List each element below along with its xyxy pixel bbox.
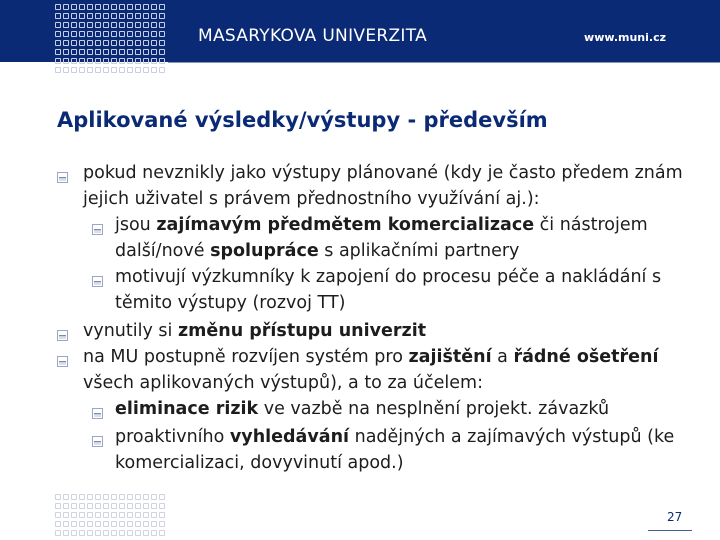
pattern-dot xyxy=(71,530,77,536)
pattern-dot xyxy=(159,22,165,28)
pattern-dot xyxy=(63,31,69,37)
pattern-dot xyxy=(87,40,93,46)
bullet-text: a xyxy=(491,347,514,367)
pattern-dot xyxy=(151,31,157,37)
pattern-dot xyxy=(151,67,157,73)
bullet-item xyxy=(83,318,693,344)
pattern-dot xyxy=(55,40,61,46)
pattern-dot xyxy=(159,512,165,518)
pattern-dot xyxy=(135,530,141,536)
pattern-dot xyxy=(111,67,117,73)
pattern-dot xyxy=(71,503,77,509)
pattern-dot xyxy=(87,31,93,37)
bullet-text: ve vazbě na nesplnění projekt. závazků xyxy=(258,399,610,419)
pattern-dot xyxy=(55,49,61,55)
pattern-dot xyxy=(71,58,77,64)
pattern-dot xyxy=(143,22,149,28)
pattern-dot xyxy=(111,530,117,536)
pattern-dot xyxy=(79,40,85,46)
pattern-dot xyxy=(127,58,133,64)
pattern-dot xyxy=(79,4,85,10)
bullet-icon xyxy=(57,326,68,337)
pattern-dot xyxy=(159,13,165,19)
pattern-dot xyxy=(143,521,149,527)
pattern-dot xyxy=(79,31,85,37)
pattern-dot xyxy=(87,503,93,509)
sub-bullet-item xyxy=(115,424,705,476)
pattern-dot xyxy=(79,494,85,500)
pattern-dot xyxy=(63,512,69,518)
pattern-dot xyxy=(143,31,149,37)
university-website: www.muni.cz xyxy=(584,31,666,44)
emphasis-text: změnu přístupu univerzit xyxy=(177,321,427,341)
pattern-dot xyxy=(119,530,125,536)
pattern-dot xyxy=(87,4,93,10)
pattern-dot xyxy=(143,530,149,536)
pattern-dot xyxy=(103,530,109,536)
pattern-dot xyxy=(87,521,93,527)
footer-dot-pattern xyxy=(48,493,168,540)
bullet-text: pokud nevznikly jako výstupy plánované (kdy je často předem xyxy=(83,163,629,183)
pattern-dot xyxy=(127,13,133,19)
pattern-dot xyxy=(71,31,77,37)
pattern-dot xyxy=(95,40,101,46)
pattern-dot xyxy=(55,13,61,19)
bullet-text: na MU postupně rozvíjen systém pro xyxy=(83,347,409,367)
bullet-text: všech aplikovaných výstupů), a to za účelem: xyxy=(83,373,483,393)
pattern-dot xyxy=(55,530,61,536)
pattern-dot xyxy=(103,49,109,55)
pattern-dot xyxy=(151,503,157,509)
bullet-icon xyxy=(57,168,68,179)
pattern-dot xyxy=(159,530,165,536)
bullet-icon xyxy=(92,220,103,231)
pattern-dot xyxy=(119,22,125,28)
bullet-text: nadějných a zajímavých výstupů (ke komercializaci, dovyvinutí apod.) xyxy=(115,427,675,473)
pattern-dot xyxy=(87,13,93,19)
pattern-dot xyxy=(79,13,85,19)
pattern-dot xyxy=(103,4,109,10)
pattern-dot xyxy=(119,31,125,37)
pattern-dot xyxy=(95,67,101,73)
pattern-dot xyxy=(79,49,85,55)
pattern-dot xyxy=(79,521,85,527)
pattern-dot xyxy=(63,40,69,46)
bullet-text: či nástrojem další/nové xyxy=(115,215,648,261)
pattern-dot xyxy=(151,521,157,527)
pattern-dot xyxy=(119,494,125,500)
sub-bullet-item xyxy=(115,212,705,264)
bullet-text: vynutily si xyxy=(83,321,178,341)
pattern-dot xyxy=(111,31,117,37)
pattern-dot xyxy=(95,49,101,55)
pattern-dot xyxy=(95,530,101,536)
pattern-dot xyxy=(95,13,101,19)
pattern-dot xyxy=(127,503,133,509)
pattern-dot xyxy=(87,494,93,500)
pattern-dot xyxy=(143,503,149,509)
pattern-dot xyxy=(55,521,61,527)
pattern-dot xyxy=(119,58,125,64)
bullet-icon xyxy=(92,404,103,415)
pattern-dot xyxy=(111,4,117,10)
pattern-dot xyxy=(103,503,109,509)
pattern-dot xyxy=(71,49,77,55)
pattern-dot xyxy=(111,13,117,19)
pattern-dot xyxy=(79,58,85,64)
pattern-dot xyxy=(151,13,157,19)
pattern-dot xyxy=(159,503,165,509)
bullet-item xyxy=(83,160,693,212)
pattern-dot xyxy=(87,49,93,55)
pattern-dot xyxy=(143,4,149,10)
pattern-dot xyxy=(111,58,117,64)
pattern-dot xyxy=(95,31,101,37)
pattern-dot xyxy=(159,521,165,527)
pattern-dot xyxy=(103,40,109,46)
pattern-dot xyxy=(143,494,149,500)
pattern-dot xyxy=(135,4,141,10)
pattern-dot xyxy=(135,49,141,55)
pattern-dot xyxy=(127,31,133,37)
pattern-dot xyxy=(71,22,77,28)
pattern-dot xyxy=(111,494,117,500)
pattern-dot xyxy=(63,503,69,509)
pattern-dot xyxy=(119,49,125,55)
bullet-icon xyxy=(92,272,103,283)
pattern-dot xyxy=(127,67,133,73)
pattern-dot xyxy=(103,31,109,37)
emphasis-text: eliminace rizik xyxy=(115,399,259,419)
pattern-dot xyxy=(159,40,165,46)
emphasis-text: zajištění xyxy=(408,347,492,367)
emphasis-text: řádné ošetření xyxy=(513,347,659,367)
pattern-dot xyxy=(71,67,77,73)
pattern-dot xyxy=(151,58,157,64)
pattern-dot xyxy=(111,40,117,46)
pattern-dot xyxy=(159,67,165,73)
bullet-text: proaktivního xyxy=(115,427,230,447)
pattern-dot xyxy=(87,530,93,536)
pattern-dot xyxy=(79,503,85,509)
pattern-dot xyxy=(151,22,157,28)
pattern-dot xyxy=(111,512,117,518)
pattern-dot xyxy=(55,22,61,28)
pattern-dot xyxy=(63,67,69,73)
pattern-dot xyxy=(119,67,125,73)
pattern-dot xyxy=(143,40,149,46)
sub-bullet-item xyxy=(115,264,705,316)
slide-header xyxy=(0,0,720,77)
pattern-dot xyxy=(95,4,101,10)
pattern-dot xyxy=(95,22,101,28)
pattern-dot xyxy=(151,494,157,500)
emphasis-text: vyhledávání xyxy=(229,427,350,447)
pattern-dot xyxy=(119,503,125,509)
pattern-dot xyxy=(79,530,85,536)
pattern-dot xyxy=(111,503,117,509)
pattern-dot xyxy=(103,512,109,518)
pattern-dot xyxy=(127,494,133,500)
pattern-dot xyxy=(79,512,85,518)
header-rule xyxy=(168,62,720,63)
pattern-dot xyxy=(127,22,133,28)
pattern-dot xyxy=(55,31,61,37)
pattern-dot xyxy=(135,22,141,28)
pattern-dot xyxy=(87,67,93,73)
pattern-dot xyxy=(63,521,69,527)
pattern-dot xyxy=(55,58,61,64)
pattern-dot xyxy=(119,13,125,19)
pattern-dot xyxy=(95,58,101,64)
pattern-dot xyxy=(95,494,101,500)
pattern-dot xyxy=(71,521,77,527)
pattern-dot xyxy=(151,530,157,536)
pattern-dot xyxy=(143,67,149,73)
pattern-dot xyxy=(151,40,157,46)
pattern-dot xyxy=(63,49,69,55)
bullet-text: znám jejich uživatel s právem přednostního využívání aj.): xyxy=(83,163,683,209)
pattern-dot xyxy=(135,503,141,509)
bullet-icon xyxy=(92,432,103,443)
pattern-dot xyxy=(127,512,133,518)
pattern-dot xyxy=(63,22,69,28)
pattern-dot xyxy=(95,512,101,518)
bullet-icon xyxy=(57,352,68,363)
pattern-dot xyxy=(135,58,141,64)
pattern-dot xyxy=(127,4,133,10)
pattern-dot xyxy=(103,494,109,500)
pattern-dot xyxy=(159,494,165,500)
pattern-dot xyxy=(95,521,101,527)
pattern-dot xyxy=(63,530,69,536)
bullet-text: jsou xyxy=(115,215,157,235)
emphasis-text: spolupráce xyxy=(210,241,319,261)
pattern-dot xyxy=(55,503,61,509)
pattern-dot xyxy=(151,4,157,10)
bullet-text: motivují výzkumníky k zapojení do procesu péče a nakládání s těmito výstupy (rozvoj TT) xyxy=(115,267,662,313)
pattern-dot xyxy=(71,512,77,518)
pattern-dot xyxy=(127,49,133,55)
pattern-dot xyxy=(135,13,141,19)
pattern-dot xyxy=(135,521,141,527)
pattern-dot xyxy=(159,49,165,55)
pattern-dot xyxy=(135,40,141,46)
pattern-dot xyxy=(151,49,157,55)
pattern-dot xyxy=(103,22,109,28)
pattern-dot xyxy=(103,521,109,527)
pattern-dot xyxy=(143,58,149,64)
pattern-dot xyxy=(103,67,109,73)
pattern-dot xyxy=(71,494,77,500)
pattern-dot xyxy=(111,521,117,527)
pattern-dot xyxy=(55,512,61,518)
pattern-dot xyxy=(103,13,109,19)
emphasis-text: zajímavým předmětem komercializace xyxy=(156,215,535,235)
pattern-dot xyxy=(119,4,125,10)
sub-bullet-item xyxy=(115,396,705,422)
pattern-dot xyxy=(55,494,61,500)
pattern-dot xyxy=(63,13,69,19)
pattern-dot xyxy=(159,4,165,10)
pattern-dot xyxy=(79,67,85,73)
pattern-dot xyxy=(127,521,133,527)
pattern-dot xyxy=(87,512,93,518)
pattern-dot xyxy=(55,4,61,10)
pattern-dot xyxy=(87,58,93,64)
pattern-dot xyxy=(55,67,61,73)
pattern-dot xyxy=(63,4,69,10)
pattern-dot xyxy=(135,512,141,518)
pattern-dot xyxy=(119,512,125,518)
header-dot-pattern xyxy=(48,0,168,77)
slide-title: Aplikované výsledky/výstupy - především xyxy=(57,108,548,132)
pattern-dot xyxy=(143,13,149,19)
pattern-dot xyxy=(159,31,165,37)
pattern-dot xyxy=(127,40,133,46)
pattern-dot xyxy=(135,31,141,37)
pattern-dot xyxy=(143,49,149,55)
pattern-dot xyxy=(119,40,125,46)
page-number-underline xyxy=(648,530,692,531)
pattern-dot xyxy=(151,512,157,518)
page-number: 27 xyxy=(667,510,683,524)
pattern-dot xyxy=(63,494,69,500)
pattern-dot xyxy=(111,22,117,28)
pattern-dot xyxy=(103,58,109,64)
bullet-text: s aplikačními partnery xyxy=(318,241,520,261)
pattern-dot xyxy=(135,67,141,73)
pattern-dot xyxy=(95,503,101,509)
pattern-dot xyxy=(71,13,77,19)
pattern-dot xyxy=(79,22,85,28)
bullet-item xyxy=(83,344,693,396)
pattern-dot xyxy=(63,58,69,64)
university-name: MASARYKOVA UNIVERZITA xyxy=(198,26,428,46)
pattern-dot xyxy=(111,49,117,55)
pattern-dot xyxy=(71,40,77,46)
pattern-dot xyxy=(87,22,93,28)
pattern-dot xyxy=(127,530,133,536)
pattern-dot xyxy=(71,4,77,10)
pattern-dot xyxy=(135,494,141,500)
pattern-dot xyxy=(143,512,149,518)
pattern-dot xyxy=(159,58,165,64)
pattern-dot xyxy=(119,521,125,527)
